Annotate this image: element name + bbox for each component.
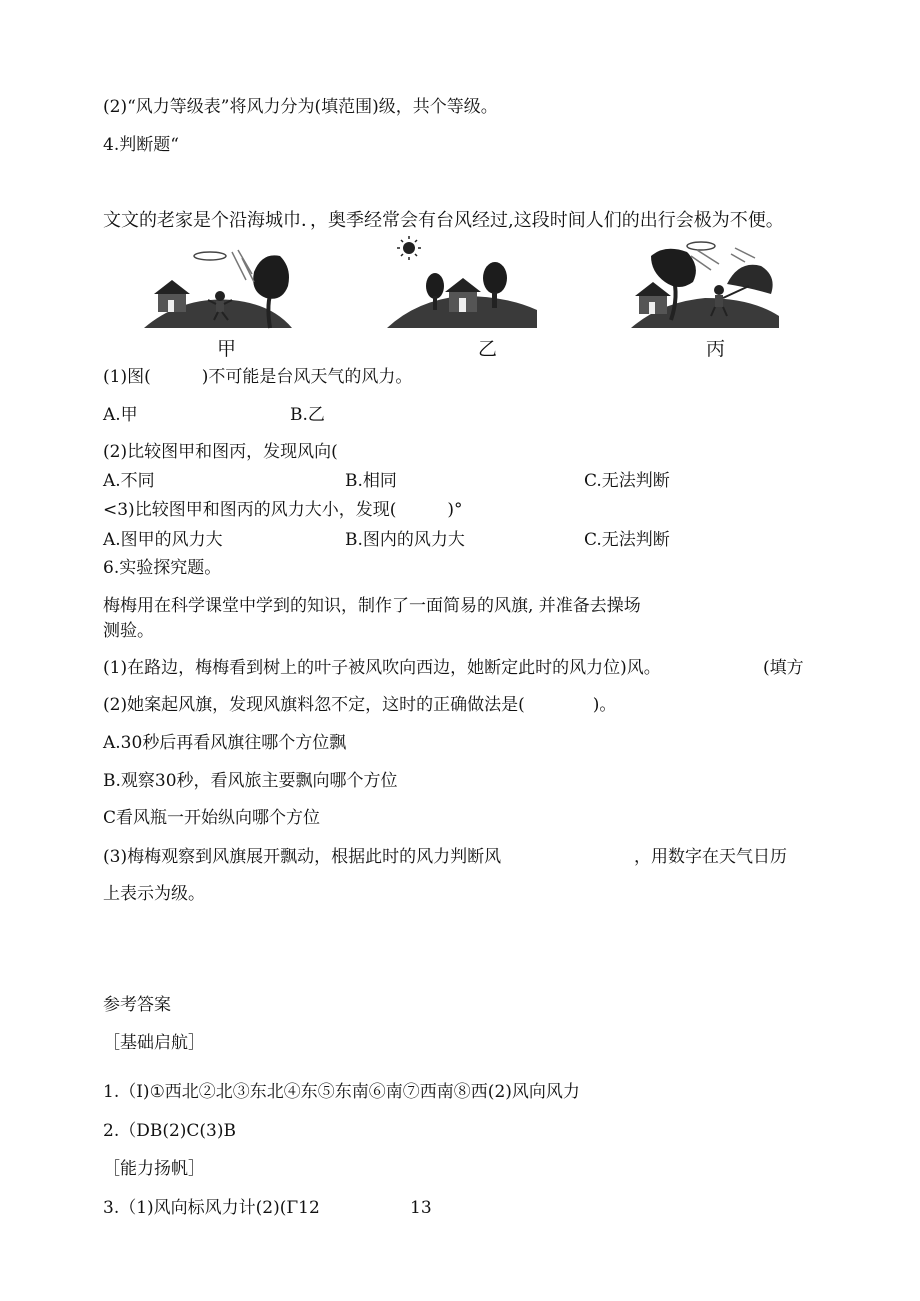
q5-3-option-b: B.图内的风力大	[345, 530, 465, 550]
answers-section-ability: ［能力扬帆］	[103, 1159, 205, 1179]
windy-house-child-tree-icon	[142, 242, 292, 334]
answer-3-tail: 13	[410, 1198, 432, 1218]
q5-2-option-b: B.相同	[345, 471, 397, 491]
q6-intro-1: 梅梅用在科学课堂中学到的知识，制作了一面简易的风旗, 并准备去操场	[103, 596, 641, 616]
q4-heading: 4.判断题“	[103, 135, 179, 155]
answers-title: 参考答案	[103, 995, 171, 1015]
q6-2: (2)她案起风旗，发现风旗料忽不定，这时的正确做法是( )。	[103, 695, 617, 715]
answer-1: 1.（I)①西北②北③东北④东⑤东南⑥南⑦西南⑧西(2)风向风力	[103, 1082, 580, 1102]
q6-3-part-a: (3)梅梅观察到风旗展开飘动，根据此时的风力判断风	[103, 847, 502, 867]
q5-1-stem: (1)图( )不可能是台风天气的风力。	[103, 367, 413, 387]
q6-3-part-c: 上表示为级。	[103, 884, 205, 904]
figure-bing	[631, 236, 779, 334]
q5-1-option-b: B.乙	[290, 405, 325, 425]
q6-2-option-a: A.30秒后再看风旗往哪个方位飘	[103, 733, 347, 753]
figure-caption-jia: 甲	[217, 338, 237, 360]
q6-intro-2: 测验。	[103, 621, 154, 641]
q5-1-option-a: A.甲	[103, 405, 138, 425]
q6-2-option-b: B.观察30秒，看风旅主要飘向哪个方位	[103, 771, 398, 791]
strong-wind-house-umbrella-icon	[631, 236, 779, 334]
q5-3-option-c: C.无法判断	[584, 530, 670, 550]
figure-yi	[387, 236, 537, 334]
q3-part2: (2)“风力等级表”将风力分为(填范围)级，共个等级。	[103, 97, 498, 117]
q5-3-option-a: A.图甲的风力大	[103, 530, 223, 550]
calm-sunny-house-icon	[387, 236, 537, 334]
q6-3-part-b: ，用数字在天气日历	[634, 847, 787, 867]
q6-1-tail: (填方	[763, 658, 804, 678]
q5-2-option-a: A.不同	[103, 471, 155, 491]
answers-section-basic: ［基础启航］	[103, 1033, 205, 1053]
answer-3: 3.（1)风向标风力计(2)(Γ12	[103, 1198, 320, 1218]
figure-caption-bing: 丙	[706, 338, 726, 360]
q5-intro: 文文的老家是个沿海城巾．，奥季经常会有台风经过,这段时间人们的出行会极为不便。	[103, 210, 784, 231]
q6-1: (1)在路边，梅梅看到树上的叶子被风吹向西边，她断定此时的风力位)风。	[103, 658, 661, 678]
figure-caption-yi: 乙	[478, 338, 498, 360]
q5-2-option-c: C.无法判断	[584, 471, 670, 491]
q5-3-stem: <3)比较图甲和图丙的风力大小，发现( )°	[103, 500, 463, 520]
figure-jia	[142, 242, 292, 334]
q6-2-option-c: C看风瓶一开始纵向哪个方位	[103, 808, 321, 828]
q6-heading: 6.实验探究题。	[103, 558, 222, 578]
answer-2: 2.（DB(2)C(3)B	[103, 1121, 237, 1141]
q5-2-stem: (2)比较图甲和图丙，发现风向(	[103, 442, 338, 462]
